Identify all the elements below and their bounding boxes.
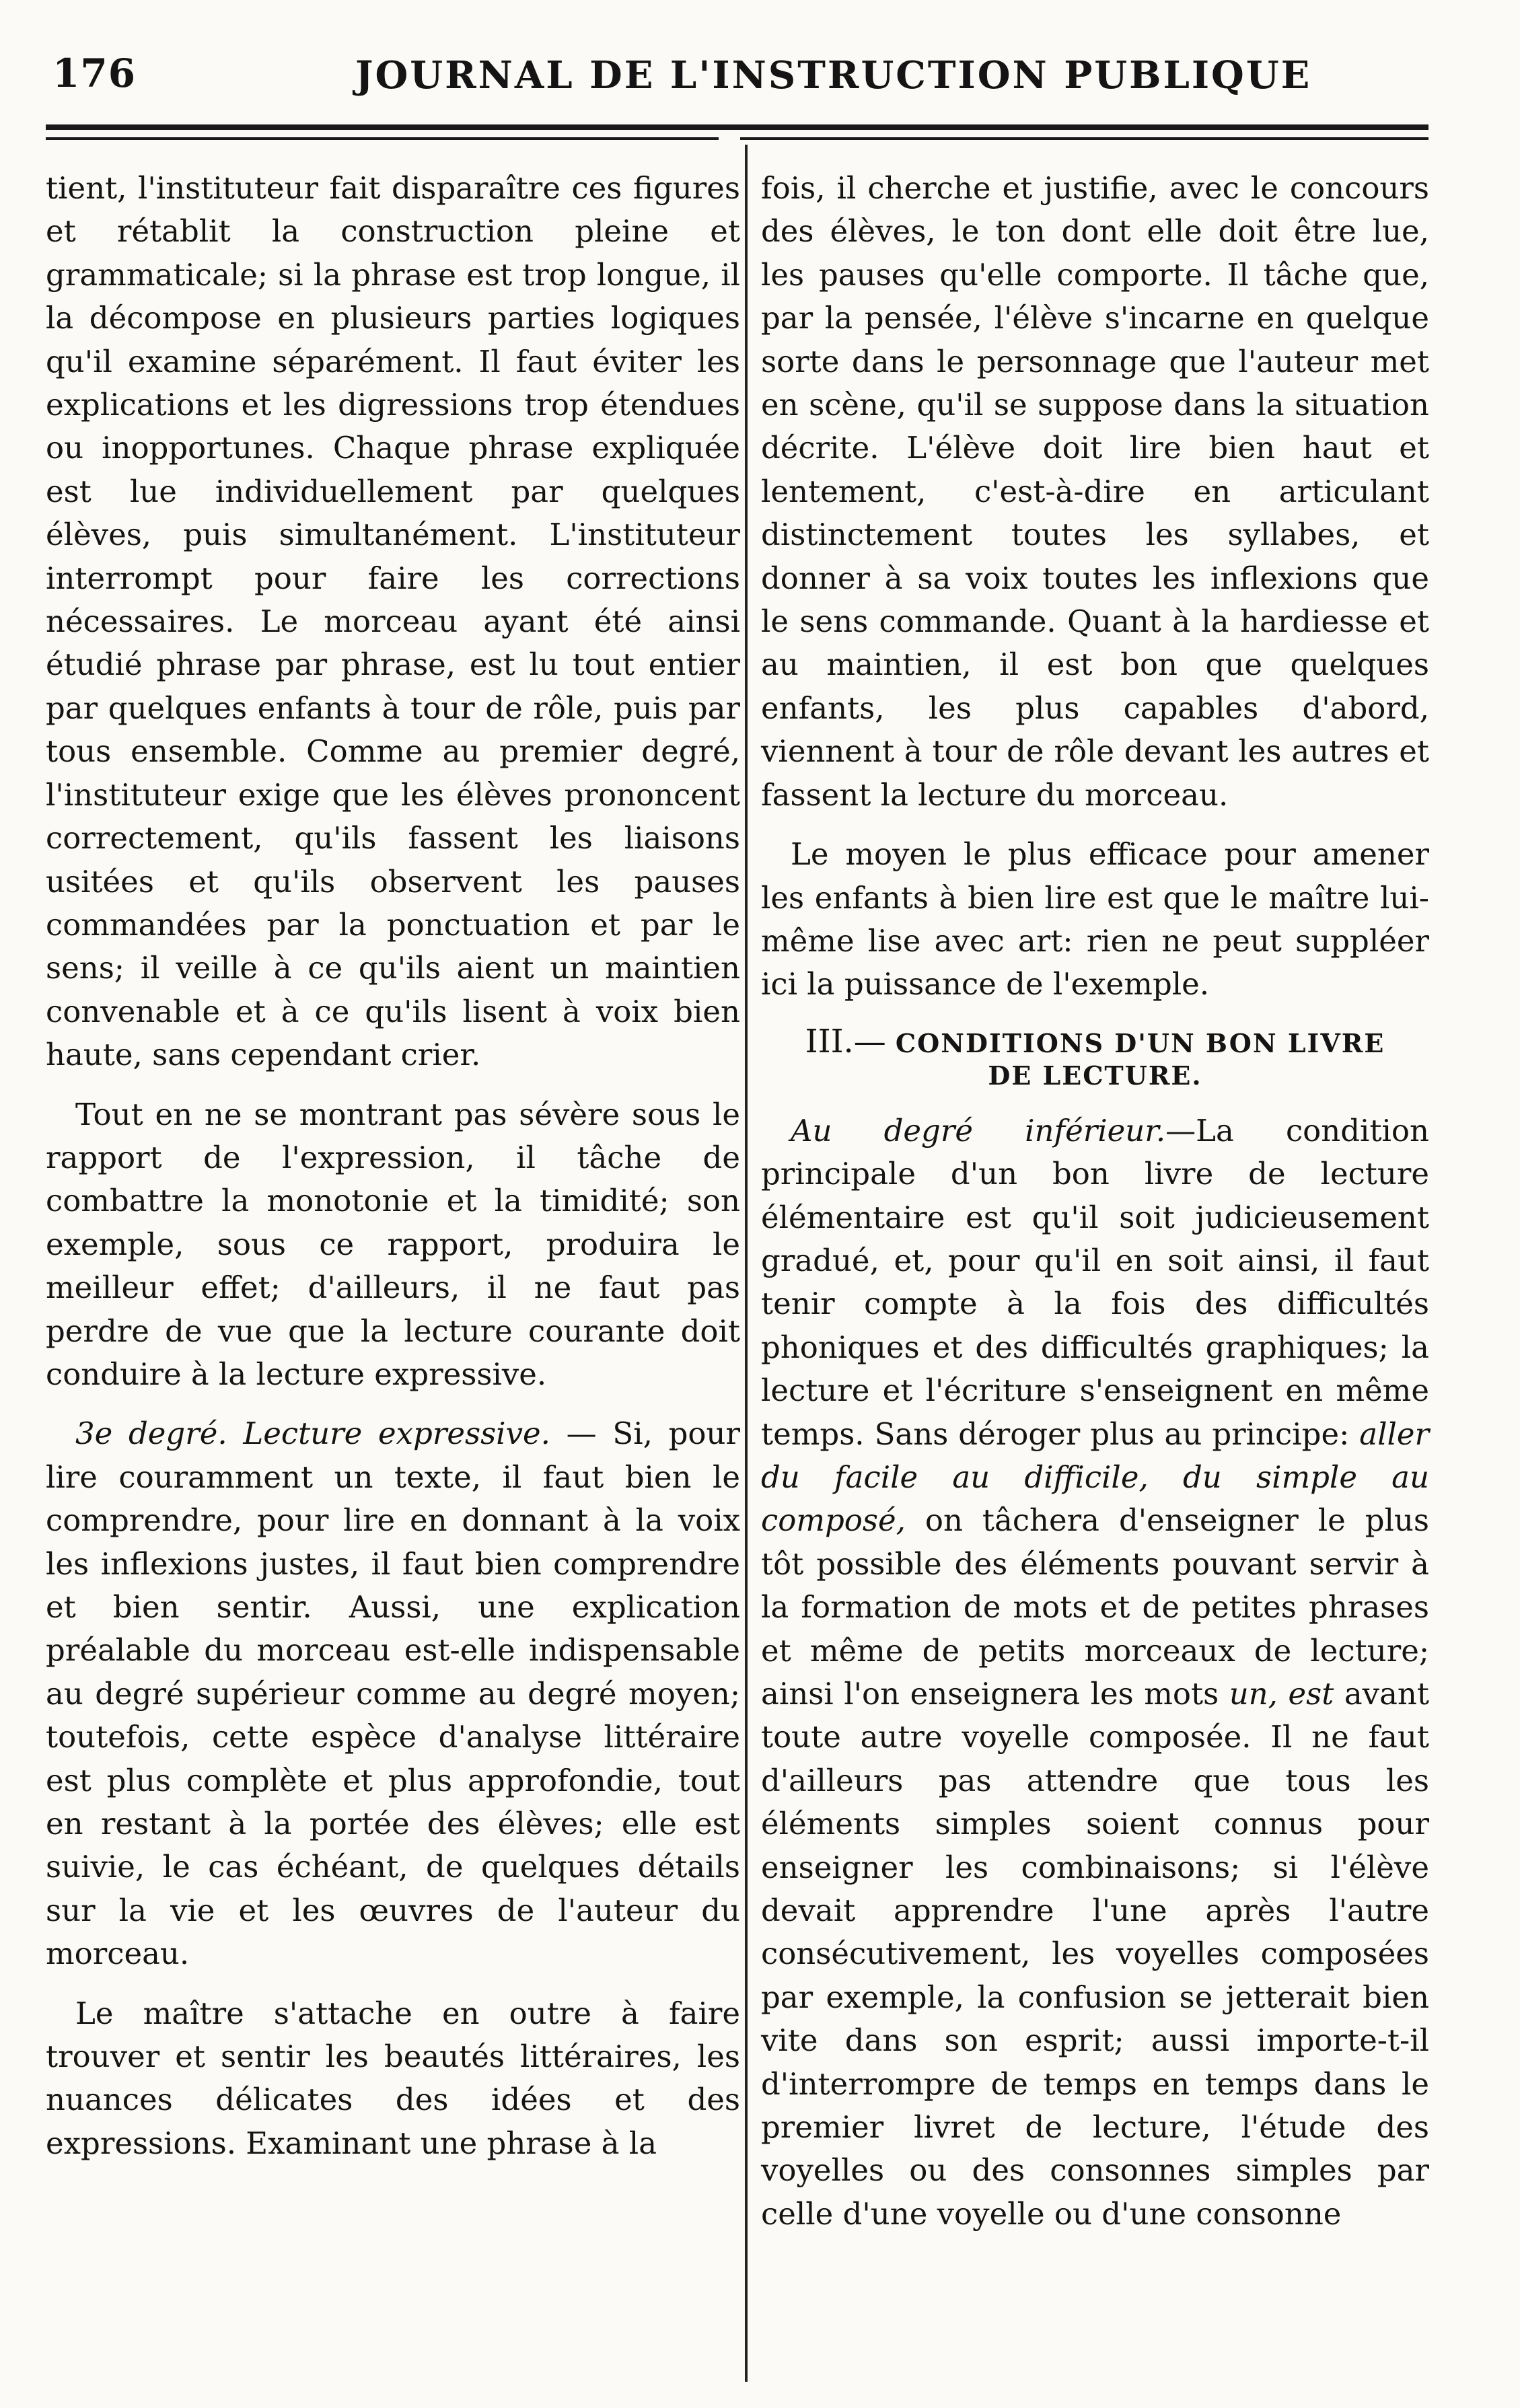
page-header <box>46 37 1432 111</box>
paragraph: Le maître s'attache en outre à faire trouver et sentir les beautés littéraires, les nuances délicates des idées et des expressions. Examinant une phrase à la <box>46 1995 740 2161</box>
emphasized-word: un, <box>1229 1676 1278 1712</box>
page-number: 176 <box>52 50 137 96</box>
emphasized-word: est <box>1288 1676 1334 1712</box>
paragraph-label: 3e degré. Lecture expressive. <box>75 1416 550 1452</box>
paragraph: Le moyen le plus efficace pour amener les enfants à bien lire est que le maître lui-même lise avec art: rien ne peut suppléer ici la puissance de l'exemple. <box>761 836 1429 1002</box>
paragraph: tient, l'instituteur fait disparaître ces figures et rétablit la construction pleine et grammaticale; si la phrase est trop longue, il la décompose en plusieurs parties logiques qu'il examine séparément. Il faut éviter les explications et les digressions trop étendues ou inopportunes. Chaque phrase expliquée est lue individuellement par quelques élèves, puis simultanément. L'instituteur interrompt pour faire les corrections nécessaires. Le morceau ayant été ainsi étudié phrase par phrase, est lu tout entier par quelques enfants à tour de rôle, puis par tous ensemble. Comme au premier degré, l'instituteur exige que les élèves prononcent correctement, qu'ils fassent les liaisons usitées et qu'ils observent les pauses commandées par la ponctuation et par le sens; il veille à ce qu'ils aient un maintien convenable et à ce qu'ils lisent à voix bien haute, sans cependant crier. <box>46 170 740 1073</box>
section-number: III.— <box>805 1022 886 1060</box>
header-rule <box>46 124 1428 130</box>
paragraph-text: — Si, pour lire couramment un texte, il faut bien le comprendre, pour lire en donnant à la voix les inflexions justes, il faut bien comprendre et bien sentir. Aussi, une explication préalable du morceau est-elle indispensable au degré supérieur comme au degré moyen; toutefois, cette espèce d'analyse littéraire est plus complète et plus approfondie, tout en restant à la portée des élèves; elle est suivie, le cas échéant, de quelques détails sur la vie et les œuvres de l'auteur du morceau. <box>46 1416 741 1972</box>
paragraph: Tout en ne se montrant pas sévère sous le rapport de l'expression, il tâche de combattre la monotonie et la timidité; son exemple, sous ce rapport, produira le meilleur effet; d'ailleurs, il ne faut pas perdre de vue que la lecture courante doit conduire à la lecture expressive. <box>46 1096 740 1392</box>
paragraph-text: avant toute autre voyelle composée. Il ne faut d'ailleurs pas attendre que tous les éléments simples soient connus pour enseigner les combinaisons; si l'élève devait apprendre l'une après l'autre consécutivement, les voyelles composées par exemple, la confusion se jetterait bien vite dans son esprit; aussi importe-t-il d'interrompre de temps en temps dans le premier livret de lecture, l'étude des voyelles ou des consonnes simples par celle d'une voyelle ou d'une consonne <box>761 1676 1429 2232</box>
header-rule-thin-right <box>740 137 1428 140</box>
running-title: JOURNAL DE L'INSTRUCTION PUBLIQUE <box>355 53 1312 98</box>
header-rule-thin-left <box>46 137 719 140</box>
paragraph <box>46 1412 740 1975</box>
quotation: aller du facile au difficile, du simple au composé, <box>761 1416 1429 1539</box>
right-column <box>761 167 1429 2236</box>
paragraph-text: —La condition principale d'un bon livre de lecture élémentaire est qu'il soit judicieusement gradué, et, pour qu'il en soit ainsi, il faut tenir compte à la fois des difficultés phoniques et des difficultés graphiques; la lecture et l'écriture s'enseignent en même temps. Sans déroger plus au principe: <box>761 1112 1429 1452</box>
paragraph-label: Au degré inférieur. <box>791 1112 1166 1148</box>
left-column <box>46 167 740 2165</box>
section-heading <box>761 1022 1429 1092</box>
section-title-line-2: DE LECTURE. <box>988 1060 1202 1091</box>
section-title-line-1: CONDITIONS D'UN BON LIVRE <box>895 1027 1385 1058</box>
column-divider <box>745 145 748 2382</box>
paragraph-text: on tâchera d'enseigner le plus tôt possible des éléments pouvant servir à la formation de mots et de petites phrases et même de petits morceaux de lecture; ainsi l'on enseignera les mots <box>761 1502 1429 1712</box>
paragraph: fois, il cherche et justifie, avec le concours des élèves, le ton dont elle doit être lue, les pauses qu'elle comporte. Il tâche que, par la pensée, l'élève s'incarne en quelque sorte dans le personnage que l'auteur met en scène, qu'il se suppose dans la situation décrite. L'élève doit lire bien haut et lentement, c'est-à-dire en articulant distinctement toutes les syllabes, et donner à sa voix toutes les inflexions que le sens commande. Quant à la hardiesse et au maintien, il est bon que quelques enfants, les plus capables d'abord, viennent à tour de rôle devant les autres et fassent la lecture du morceau. <box>761 170 1429 813</box>
paragraph <box>761 1109 1429 2236</box>
